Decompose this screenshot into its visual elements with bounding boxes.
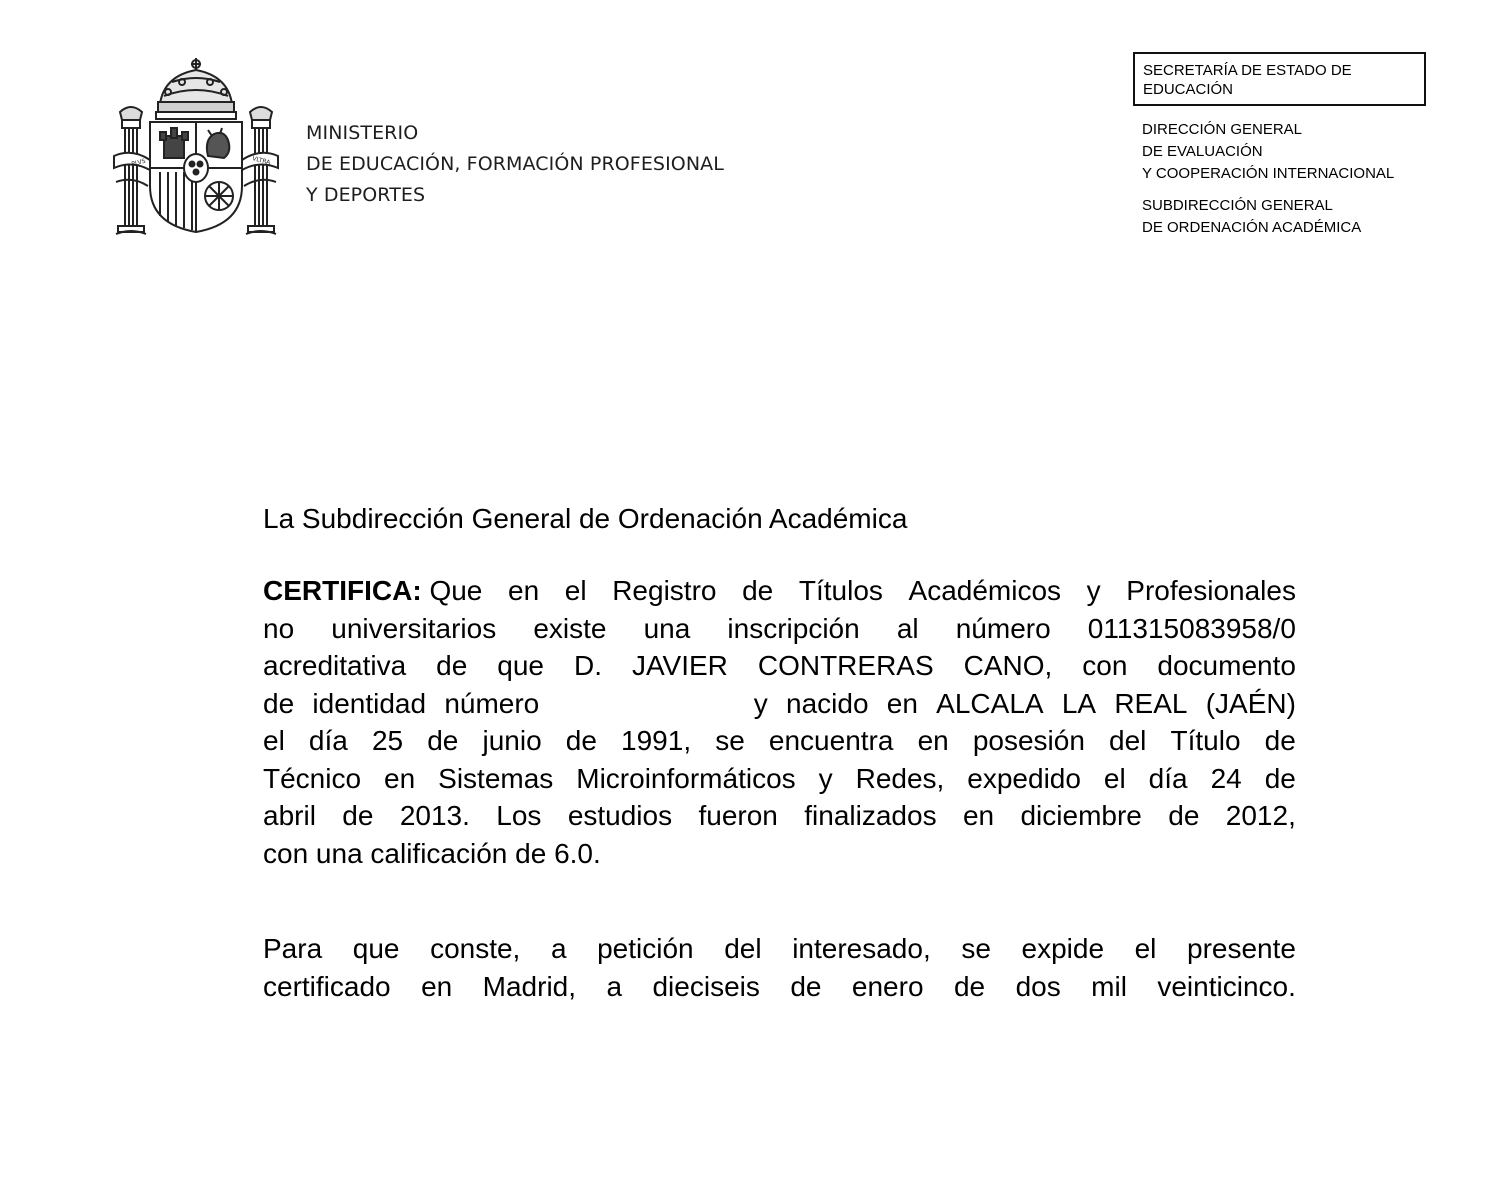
word: certificado: [263, 970, 391, 1002]
word: el: [263, 725, 285, 756]
word: 25: [371, 725, 404, 756]
text-line: [263, 722, 1296, 760]
word: una: [643, 612, 691, 644]
word: LA: [1061, 687, 1097, 719]
motto-left: PLVS: [130, 157, 147, 168]
ministry-line: DE EDUCACIÓN, FORMACIÓN PROFESIONAL: [306, 153, 724, 175]
word: dos: [1015, 970, 1061, 1002]
certification-paragraph: [263, 572, 1296, 872]
ministry-line: Y DEPORTES: [306, 184, 426, 206]
word: fueron: [698, 800, 778, 831]
word: de: [427, 725, 459, 756]
word: Microinformáticos: [576, 762, 796, 794]
word: documento: [1157, 650, 1296, 681]
word: mil: [1091, 970, 1127, 1002]
word: Sistemas: [438, 762, 554, 794]
word: ALCALA: [936, 687, 1044, 719]
word: diciembre: [1020, 800, 1142, 831]
motto-right: VLTRA: [251, 155, 271, 167]
word: a: [550, 933, 567, 964]
word: del: [1109, 725, 1147, 756]
word: (JAÉN): [1205, 687, 1296, 719]
word: 011315083958/0: [1087, 612, 1296, 644]
word: día: [308, 725, 348, 756]
text-line: [263, 572, 1296, 610]
word: y: [818, 762, 833, 794]
direccion-general: [1142, 119, 1394, 185]
word: en: [886, 687, 918, 719]
text-line: [263, 968, 1296, 1006]
text-line: [263, 930, 1296, 968]
text-line: con una calificación de 6.0.: [263, 837, 601, 869]
word: petición: [597, 933, 694, 964]
word: en: [917, 725, 949, 756]
word: de: [436, 650, 468, 681]
redacted-id-number: [558, 685, 736, 723]
word: de: [1264, 725, 1296, 756]
word: en: [962, 800, 995, 831]
word: Profesionales: [1126, 575, 1296, 606]
text-line: [263, 610, 1296, 648]
ministry-line: MINISTERIO: [306, 122, 419, 144]
word: Madrid,: [482, 970, 577, 1002]
word: número: [444, 687, 540, 719]
word: de: [953, 970, 986, 1002]
word: enero: [851, 970, 924, 1002]
coat-of-arms-icon: [112, 56, 280, 240]
word: de: [790, 970, 822, 1002]
word: finalizados: [804, 800, 937, 831]
word: dieciseis: [652, 970, 760, 1002]
word: acreditativa: [263, 650, 407, 681]
text-line: [263, 760, 1296, 798]
word: D.: [573, 650, 602, 681]
secretaria-line: SECRETARÍA DE ESTADO DE: [1143, 62, 1352, 79]
word: de: [565, 725, 597, 756]
direccion-line: Y COOPERACIÓN INTERNACIONAL: [1142, 165, 1395, 182]
word: Títulos: [798, 575, 883, 606]
word: 2012,: [1225, 800, 1296, 831]
word: universitarios: [331, 612, 497, 644]
word: en: [384, 762, 416, 794]
word: nacido: [786, 687, 869, 719]
word: que: [497, 650, 544, 681]
word: en: [421, 970, 453, 1002]
word: estudios: [567, 800, 673, 831]
word: 1991,: [621, 725, 692, 756]
word: Que: [429, 575, 483, 606]
word: 2013.: [399, 800, 470, 831]
text-line: [263, 647, 1296, 685]
word: conste,: [430, 933, 521, 964]
ministry-name: [306, 118, 724, 211]
word: de: [1168, 800, 1200, 831]
subdireccion-line: DE ORDENACIÓN ACADÉMICA: [1142, 219, 1362, 236]
word: y: [753, 687, 768, 719]
text-line: [263, 685, 1296, 723]
word: no: [263, 612, 295, 644]
word: de: [263, 687, 295, 719]
word: veinticinco.: [1157, 970, 1296, 1002]
word: Técnico: [263, 762, 362, 794]
word: CONTRERAS: [757, 650, 934, 681]
word: número: [955, 612, 1051, 644]
word: que: [352, 933, 400, 964]
word: Registro: [612, 575, 717, 606]
word: se: [961, 933, 991, 964]
intro-heading: La Subdirección General de Ordenación Académica: [263, 503, 908, 534]
word: CANO,: [963, 650, 1053, 681]
word: el: [564, 575, 587, 606]
word: encuentra: [768, 725, 894, 756]
text-line: [263, 797, 1296, 835]
certifica-label: CERTIFICA:: [263, 575, 422, 606]
word: en: [508, 575, 540, 606]
word: REAL: [1114, 687, 1188, 719]
word: interesado,: [792, 933, 931, 964]
word: JAVIER: [631, 650, 728, 681]
direccion-line: DE EVALUACIÓN: [1142, 143, 1263, 160]
word: se: [715, 725, 745, 756]
word: identidad: [312, 687, 427, 719]
secretaria-box: [1133, 52, 1426, 106]
subdireccion-general: [1142, 195, 1361, 239]
word: de: [342, 800, 374, 831]
word: existe: [533, 612, 607, 644]
word: el: [1134, 933, 1157, 964]
word: expide: [1021, 933, 1105, 964]
word: el: [1103, 762, 1126, 794]
word: Redes,: [855, 762, 945, 794]
direccion-line: DIRECCIÓN GENERAL: [1142, 121, 1303, 138]
word: con: [1082, 650, 1128, 681]
word: Para: [263, 933, 323, 964]
word: expedido: [967, 762, 1081, 794]
word: de: [1264, 762, 1296, 794]
word: al: [896, 612, 919, 644]
closing-paragraph: [263, 930, 1296, 1005]
word: posesión: [972, 725, 1085, 756]
word: 24: [1210, 762, 1242, 794]
word: de: [742, 575, 774, 606]
word: presente: [1187, 933, 1296, 964]
secretaria-line: EDUCACIÓN: [1143, 81, 1234, 98]
word: y: [1086, 575, 1101, 606]
word: abril: [263, 800, 316, 831]
word: junio: [482, 725, 542, 756]
subdireccion-line: SUBDIRECCIÓN GENERAL: [1142, 197, 1333, 214]
word: a: [606, 970, 623, 1002]
word: Los: [496, 800, 542, 831]
word: Título: [1170, 725, 1241, 756]
word: Académicos: [908, 575, 1062, 606]
word: día: [1148, 762, 1188, 794]
word: del: [724, 933, 762, 964]
word: inscripción: [727, 612, 860, 644]
